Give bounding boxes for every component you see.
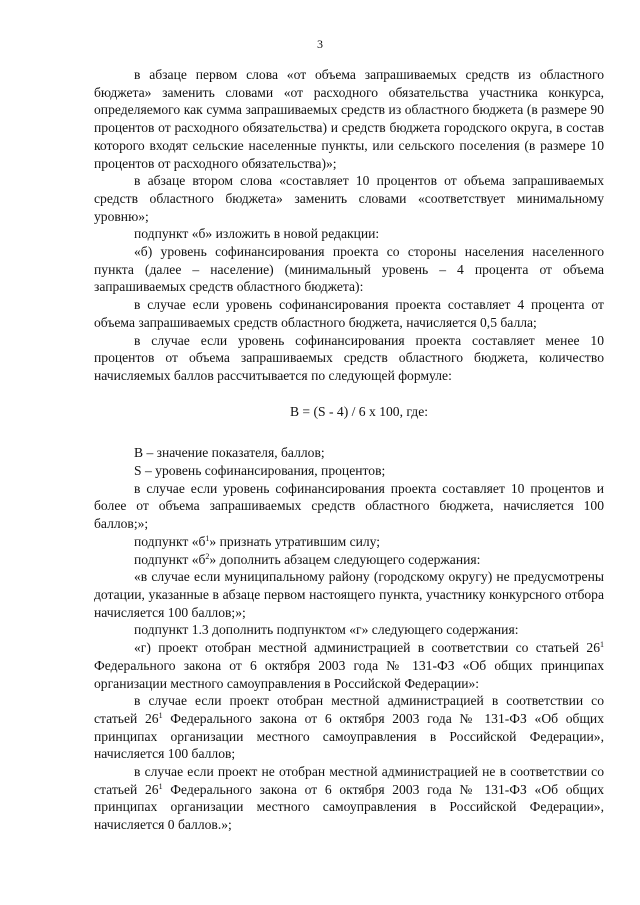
paragraph bbox=[94, 763, 604, 834]
paragraph-subpoint-b1 bbox=[94, 533, 604, 551]
paragraph: S – уровень софинансирования, процентов; bbox=[134, 463, 386, 479]
superscript: 2 bbox=[205, 551, 210, 561]
paragraph: в абзаце втором слова «составляет 10 процентов от объема запрашиваемых средств областного бюджета» заменить словами «соответствует минимальному уровню»; bbox=[94, 173, 604, 224]
superscript: 1 bbox=[205, 533, 210, 543]
document-body bbox=[94, 66, 604, 834]
text-part: Федерального закона от 6 октября 2003 года № 131-ФЗ «Об общих принципах организации местного самоуправления в Российской Федерации»: bbox=[94, 657, 604, 691]
page-number: 3 bbox=[317, 37, 323, 51]
superscript: 1 bbox=[158, 781, 163, 791]
paragraph: в случае если уровень софинансирования проекта составляет 10 процентов и более от объема запрашиваемых средств областного бюджета, начисляется 100 баллов;»; bbox=[94, 480, 604, 532]
paragraph-subpoint-b2 bbox=[94, 551, 604, 569]
text-part: » дополнить абзацем следующего содержания: bbox=[209, 551, 481, 567]
superscript: 1 bbox=[158, 710, 163, 720]
text-part: «г) проект отобран местной администрацией в соответствии со статьей 26 bbox=[134, 640, 600, 656]
paragraph: в абзаце первом слова «от объема запрашиваемых средств из областного бюджета» заменить словами «от расходного обязательства участника конкурса, определяемого как сумма запрашиваемых средств из областного бюджета (в размере 90 процентов от расходного обязательства) и средств бюджета городского округа, в состав которого входят сельские населенные пункты, или сельского поселения (в размере 10 процентов от расходного обязательства)»; bbox=[94, 67, 604, 171]
text-part: подпункт «б bbox=[134, 533, 206, 549]
text-part: в случае если проект отобран местной администрацией в соответствии со статьей 26 bbox=[94, 693, 604, 726]
text-part: в случае если проект не отобран местной администрацией не в соответствии со статьей 26 bbox=[94, 764, 604, 797]
paragraph: подпункт «б» изложить в новой редакции: bbox=[134, 226, 380, 242]
paragraph: подпункт 1.3 дополнить подпунктом «г» следующего содержания: bbox=[134, 622, 519, 638]
paragraph: «в случае если муниципальному району (городскому округу) не предусмотрены дотации, указанные в абзаце первом настоящего пункта, участнику конкурсного отбора начисляется 100 баллов;»; bbox=[94, 569, 604, 620]
paragraph: «б) уровень софинансирования проекта со стороны населения населенного пункта (далее – население) (минимальный уровень – 4 процента от объема запрашиваемых средств областного бюджета): bbox=[94, 244, 604, 295]
paragraph: B – значение показателя, баллов; bbox=[134, 445, 325, 461]
superscript: 1 bbox=[600, 640, 604, 650]
text-part: Федерального закона от 6 октября 2003 года № 131-ФЗ «Об общих принципах организации местного самоуправления в Российской Федерации», начисляется 100 баллов; bbox=[94, 710, 604, 762]
text-part: Федерального закона от 6 октября 2003 года № 131-ФЗ «Об общих принципах организации местного самоуправления в Российской Федерации», начисляется 0 баллов.»; bbox=[94, 781, 604, 833]
text-part: подпункт «б bbox=[134, 551, 206, 567]
paragraph: в случае если уровень софинансирования проекта составляет 4 процента от объема запрашиваемых средств областного бюджета, начисляется 0,5 балла; bbox=[94, 297, 604, 330]
paragraph-subpoint-g bbox=[94, 639, 604, 692]
paragraph: в случае если уровень софинансирования проекта составляет менее 10 процентов от объема запрашиваемых средств областного бюджета, количество начисляемых баллов рассчитывается по следующей формуле: bbox=[94, 332, 604, 383]
paragraph bbox=[94, 692, 604, 763]
formula: B = (S - 4) / 6 x 100, где: bbox=[289, 403, 429, 419]
text-part: » признать утратившим силу; bbox=[209, 533, 381, 549]
